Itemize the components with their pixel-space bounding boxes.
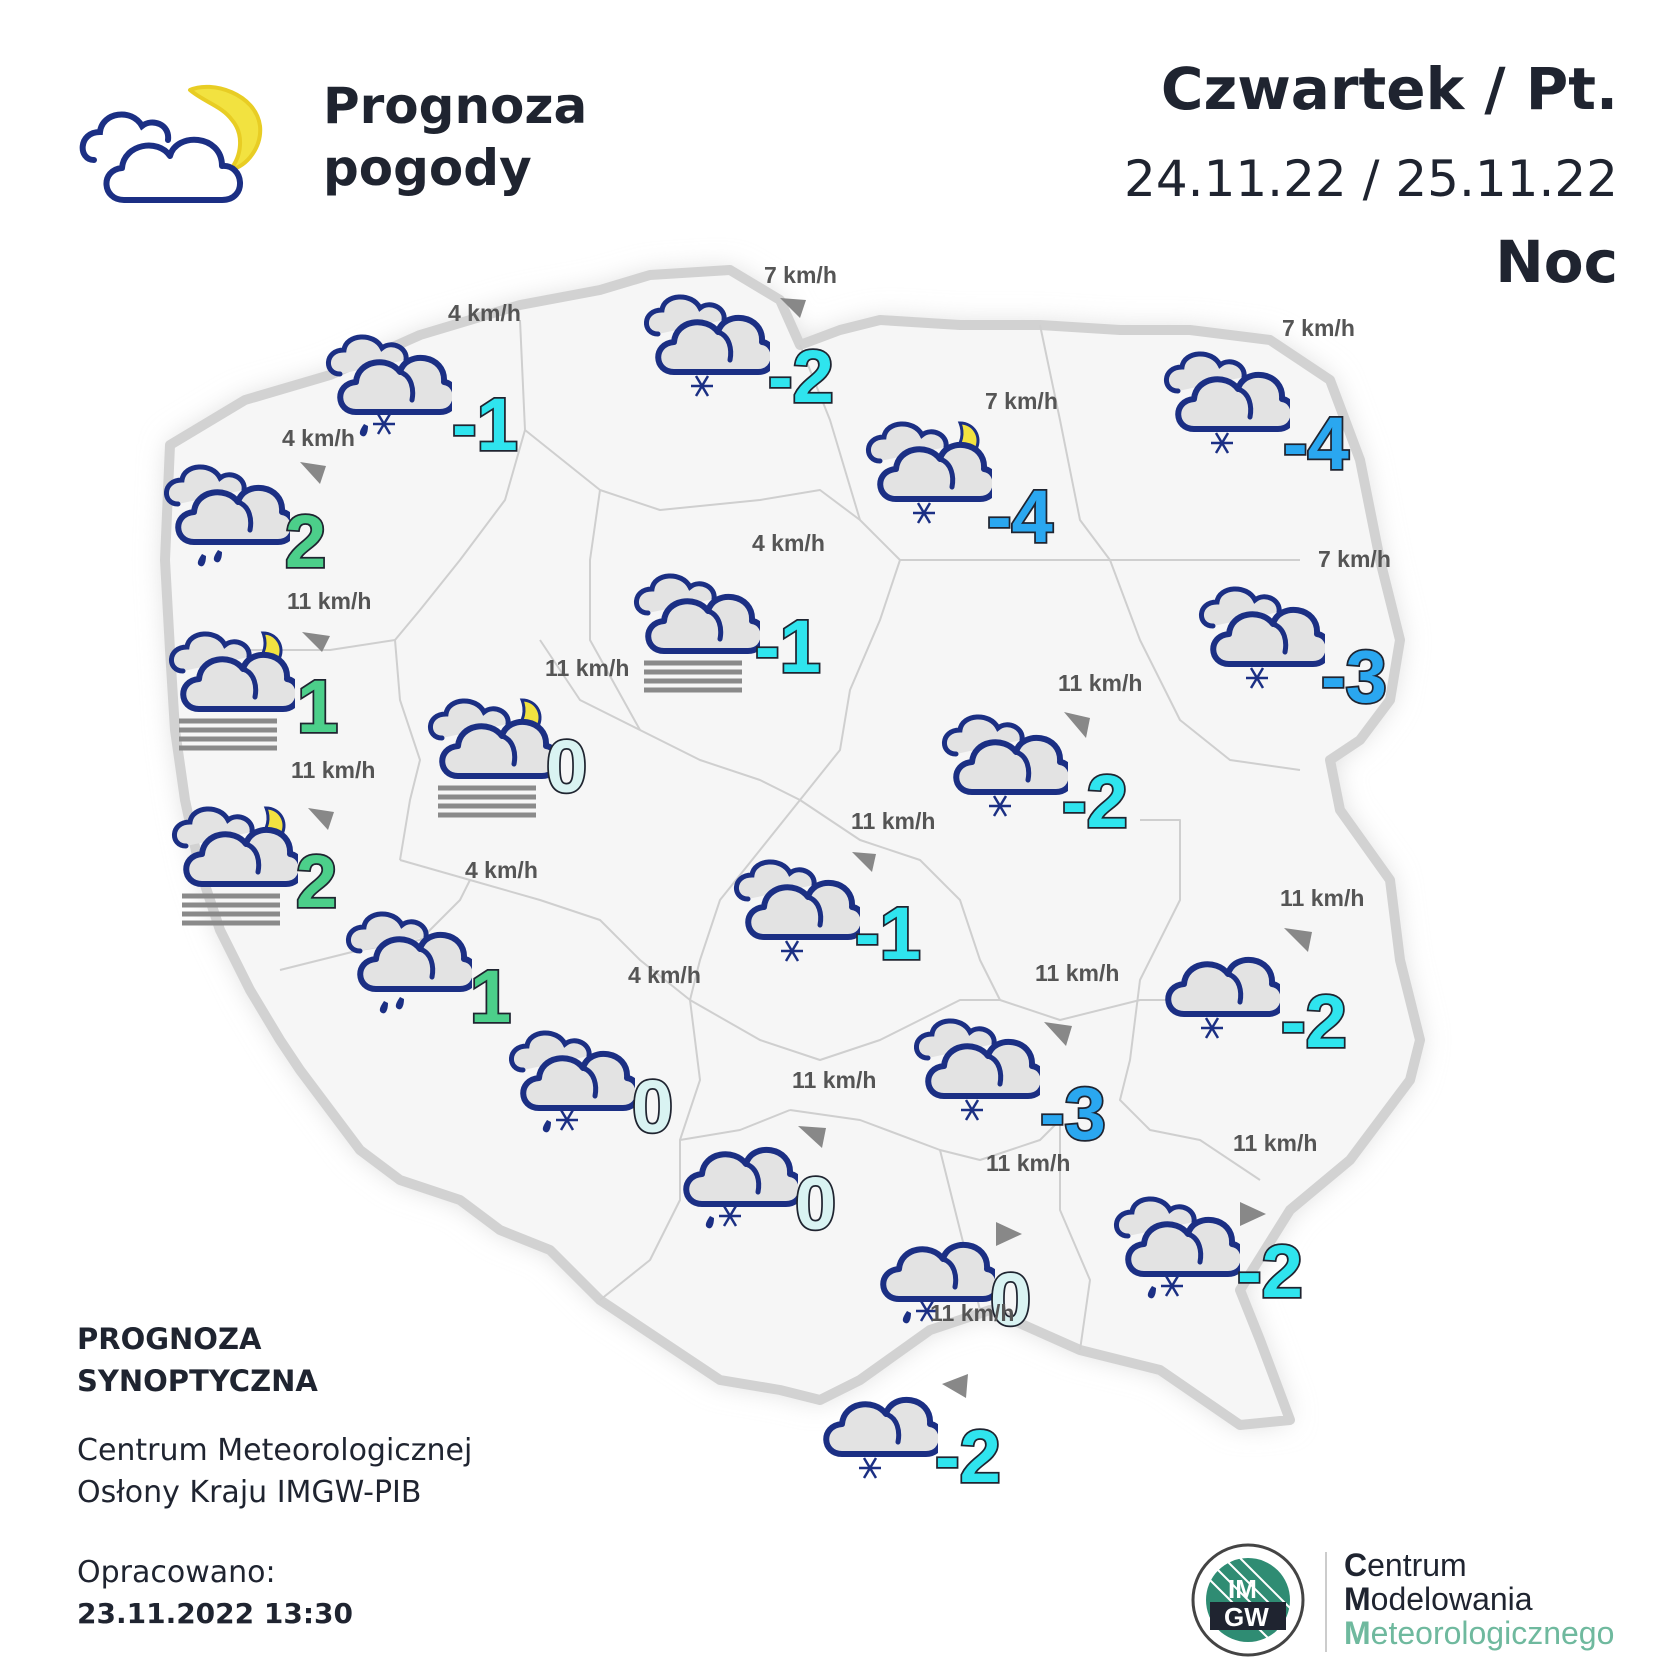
wind-speed-label: 11 km/h [1035, 960, 1120, 986]
logo-badge-bottom: GW [1224, 1602, 1269, 1632]
wind-speed-label: 4 km/h [448, 300, 521, 326]
wind-speed-label: 11 km/h [545, 655, 630, 681]
header-title-line2: pogody [323, 139, 532, 197]
day-label: Czwartek / Pt. [1160, 55, 1618, 123]
snowflake-icon [691, 376, 713, 396]
snowflake-icon [1201, 1018, 1223, 1038]
raindrop-icon [214, 550, 222, 562]
snowflake-icon [556, 1110, 578, 1130]
temperature-label: -4 [987, 475, 1053, 558]
logo-divider [1325, 1552, 1327, 1652]
date-label: 24.11.22 / 25.11.22 [1124, 150, 1618, 208]
weather-icon-partly-cloudy-snow [938, 708, 1068, 842]
snowflake-icon [719, 1206, 741, 1226]
raindrop-icon [1148, 1286, 1156, 1298]
temperature-label: -1 [755, 605, 821, 688]
logo-line2: odelowania [1370, 1581, 1533, 1617]
wind-speed-label: 11 km/h [1233, 1130, 1318, 1156]
weather-icon-cloudy-rain-snow [865, 1215, 995, 1349]
prepared-timestamp: 23.11.2022 13:30 [77, 1597, 354, 1630]
weather-icon-partly-cloudy-snow [1160, 345, 1290, 479]
footer-org-line1: Centrum Meteorologicznej [77, 1433, 473, 1468]
wind-speed-label: 11 km/h [1058, 670, 1143, 696]
wind-speed-label: 11 km/h [291, 757, 376, 783]
snowflake-icon [989, 796, 1011, 816]
wind-arrow [942, 1374, 968, 1398]
cloud-icon [686, 1150, 798, 1204]
wind-speed-label: 11 km/h [1280, 885, 1365, 911]
temperature-label: -2 [935, 1415, 1001, 1498]
wind-speed-label: 7 km/h [1282, 315, 1355, 341]
wind-speed-label: 11 km/h [287, 588, 372, 614]
weather-icon-partly-cloudy-fog [630, 567, 760, 701]
wind-speed-label: 7 km/h [764, 262, 837, 288]
temperature-label: 0 [632, 1065, 674, 1148]
logo-badge-top: IM [1228, 1574, 1257, 1604]
temperature-label: -2 [768, 335, 834, 418]
snowflake-icon [961, 1100, 983, 1120]
cmm-logo-text [1344, 1548, 1614, 1650]
weather-icon-partly-cloudy-night-fog [168, 800, 298, 934]
wind-speed-label: 7 km/h [1318, 546, 1391, 572]
weather-icon-cloudy-rain-snow [668, 1120, 798, 1254]
logo-initial-m2: M [1344, 1615, 1371, 1651]
footer-title-line1: PROGNOZA [77, 1322, 262, 1356]
temperature-label: -1 [855, 892, 921, 975]
weather-icon-partly-cloudy-night-fog [424, 692, 554, 826]
temperature-label: -3 [1040, 1072, 1106, 1155]
temperature-label: -2 [1237, 1230, 1303, 1313]
weather-icon-partly-cloudy-snow [1195, 580, 1325, 714]
wind-speed-label: 11 km/h [930, 1300, 1015, 1326]
temperature-label: 0 [795, 1162, 837, 1245]
imgw-logo-icon [1188, 1540, 1308, 1660]
weather-icon-partly-cloudy-night-fog [165, 625, 295, 759]
wind-speed-label: 7 km/h [985, 388, 1058, 414]
temperature-label: 0 [546, 725, 588, 808]
weather-icon-cloudy-snow [808, 1370, 938, 1504]
temperature-label: -4 [1283, 402, 1349, 485]
wind-speed-label: 11 km/h [792, 1067, 877, 1093]
footer-org-line2: Osłony Kraju IMGW-PIB [77, 1475, 422, 1510]
weather-icon-partly-cloudy-rain-snow [505, 1024, 635, 1158]
weather-icon-partly-cloudy-rain [160, 458, 290, 592]
snowflake-icon [1246, 668, 1268, 688]
temperature-label: -2 [1281, 980, 1347, 1063]
logo-line3: eteorologicznego [1370, 1615, 1615, 1651]
weather-icon-partly-cloudy-snow [640, 288, 770, 422]
weather-icon-partly-cloudy-night-snow [862, 415, 992, 549]
wind-speed-label: 4 km/h [282, 425, 355, 451]
snowflake-icon [1161, 1276, 1183, 1296]
footer-title-line2: SYNOPTYCZNA [77, 1364, 318, 1398]
snowflake-icon [781, 941, 803, 961]
raindrop-icon [396, 997, 404, 1009]
weather-icon-partly-cloudy-rain-snow [1110, 1190, 1240, 1324]
snowflake-icon [859, 1458, 881, 1478]
logo-initial-c: C [1344, 1547, 1368, 1583]
snowflake-icon [913, 503, 935, 523]
temperature-label: 1 [470, 955, 512, 1038]
raindrop-icon [543, 1120, 551, 1132]
cloud-icon [1168, 960, 1280, 1014]
weather-icon-cloudy-snow [1150, 930, 1280, 1064]
logo-initial-m: M [1344, 1581, 1371, 1617]
footer-organization [77, 1430, 547, 1514]
temperature-label: 2 [296, 840, 338, 923]
cloud-icon [826, 1400, 938, 1454]
snowflake-icon [1211, 433, 1233, 453]
wind-speed-label: 11 km/h [986, 1150, 1071, 1176]
header-title-line1: Prognoza [323, 77, 588, 135]
raindrop-icon [706, 1216, 714, 1228]
temperature-label: -1 [452, 383, 518, 466]
temperature-label: 1 [297, 665, 339, 748]
weather-icon-partly-cloudy-snow [910, 1012, 1040, 1146]
temperature-label: 2 [285, 500, 327, 583]
cloud-icon [883, 1245, 995, 1299]
snowflake-icon [373, 414, 395, 434]
raindrop-icon [903, 1311, 911, 1323]
temperature-label: 0 [990, 1258, 1032, 1341]
raindrop-icon [198, 554, 206, 566]
temperature-label: -3 [1321, 635, 1387, 718]
footer-title [77, 1318, 497, 1402]
wind-speed-label: 4 km/h [465, 857, 538, 883]
prepared-label: Opracowano: [77, 1555, 276, 1590]
temperature-label: -2 [1062, 760, 1128, 843]
weather-icon-partly-cloudy-rain [342, 905, 472, 1039]
raindrop-icon [380, 1001, 388, 1013]
logo-line1: entrum [1367, 1547, 1467, 1583]
period-label: Noc [1495, 228, 1618, 296]
wind-speed-label: 4 km/h [628, 962, 701, 988]
raindrop-icon [360, 424, 368, 436]
wind-speed-label: 11 km/h [851, 808, 936, 834]
wind-speed-label: 4 km/h [752, 530, 825, 556]
weather-icon-partly-cloudy-snow [730, 853, 860, 987]
